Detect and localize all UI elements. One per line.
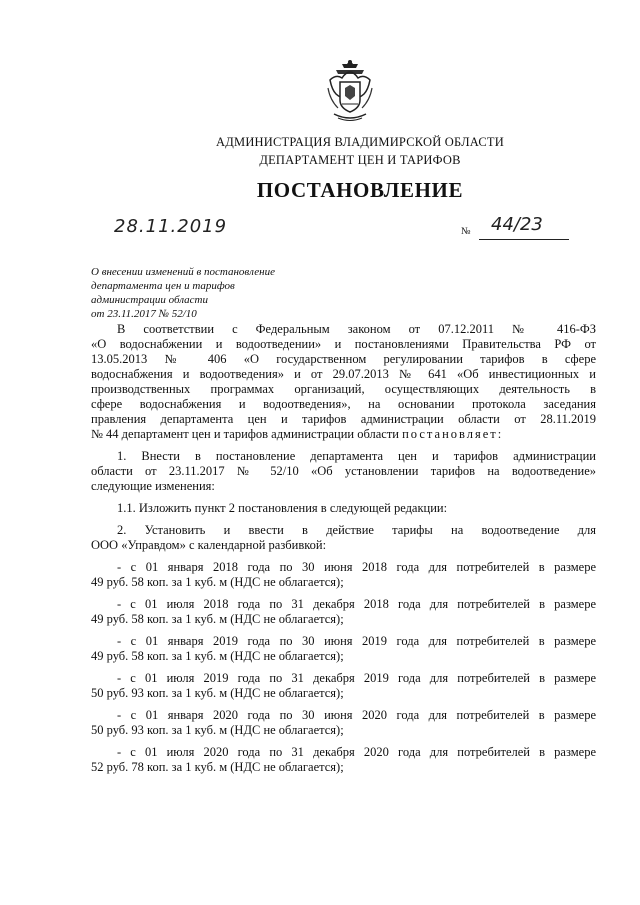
text-line: сфере водоснабжения и водоотведения», на основании протокола заседания xyxy=(91,397,596,411)
tariff-value: 49 руб. 58 коп. за 1 куб. м (НДС не облагается); xyxy=(91,612,344,626)
document-subject xyxy=(91,265,351,321)
number-value: 44/23 xyxy=(491,214,543,235)
department-name: ДЕПАРТАМЕНТ ЦЕН И ТАРИФОВ xyxy=(259,153,461,167)
item-2-paragraph xyxy=(91,523,596,553)
tariff-value: 49 руб. 58 коп. за 1 куб. м (НДС не облагается); xyxy=(91,649,344,663)
subject-line: департамента цен и тарифов xyxy=(91,280,235,292)
number-underline xyxy=(479,239,569,240)
subject-line: от 23.11.2017 № 52/10 xyxy=(91,308,197,320)
text-line: 1.1. Изложить пункт 2 постановления в следующей редакции: xyxy=(117,501,448,515)
text-line: 1. Внести в постановление департамента цен и тарифов администрации xyxy=(117,449,596,463)
tariff-item xyxy=(91,560,596,590)
preamble-last-line: № 44 департамент цен и тарифов администрации области xyxy=(91,427,399,441)
text-line xyxy=(91,427,596,442)
item-1-paragraph xyxy=(91,449,596,494)
document-body xyxy=(91,322,596,782)
tariff-period: - с 01 июля 2020 года по 31 декабря 2020 года для потребителей в размере xyxy=(117,745,596,759)
document-date: 28.11.2019 xyxy=(114,216,228,237)
tariff-value: 50 руб. 93 коп. за 1 куб. м (НДС не облагается); xyxy=(91,723,344,737)
tariff-item xyxy=(91,597,596,627)
document-type-title: ПОСТАНОВЛЕНИЕ xyxy=(256,178,464,202)
subject-line: О внесении изменений в постановление xyxy=(91,266,275,278)
tariff-item xyxy=(91,708,596,738)
preamble-paragraph xyxy=(91,322,596,442)
text-line: «О водоснабжении и водоотведении» и постановлениями Правительства РФ от xyxy=(91,337,596,351)
tariff-period: - с 01 июля 2019 года по 31 декабря 2019 года для потребителей в размере xyxy=(117,671,596,685)
item-1-1-paragraph xyxy=(91,501,596,516)
coat-of-arms-icon xyxy=(326,58,374,124)
tariff-period: - с 01 января 2020 года по 30 июня 2020 года для потребителей в размере xyxy=(117,708,596,722)
text-line: водоснабжения и водоотведения» и от 29.07.2013 № 641 «Об инвестиционных и xyxy=(91,367,596,381)
organization-name: АДМИНИСТРАЦИЯ ВЛАДИМИРСКОЙ ОБЛАСТИ xyxy=(216,135,504,149)
number-label: № xyxy=(461,226,471,237)
tariff-item xyxy=(91,634,596,664)
tariff-value: 52 руб. 78 коп. за 1 куб. м (НДС не облагается); xyxy=(91,760,344,774)
tariff-period: - с 01 июля 2018 года по 31 декабря 2018 года для потребителей в размере xyxy=(117,597,596,611)
text-line: области от 23.11.2017 № 52/10 «Об установлении тарифов на водоотведение» xyxy=(91,464,596,478)
text-line: 13.05.2013 № 406 «О государственном регулировании тарифов в сфере xyxy=(91,352,596,366)
tariff-item xyxy=(91,745,596,775)
text-line: В соответствии с Федеральным законом от 07.12.2011 № 416-ФЗ xyxy=(117,322,596,336)
text-line: ООО «Управдом» с календарной разбивкой: xyxy=(91,538,327,552)
subject-line: администрации области xyxy=(91,294,208,306)
decree-word: постановляет: xyxy=(402,427,504,441)
tariff-period: - с 01 января 2019 года по 30 июня 2019 года для потребителей в размере xyxy=(117,634,596,648)
text-line: следующие изменения: xyxy=(91,479,215,493)
tariff-value: 50 руб. 93 коп. за 1 куб. м (НДС не облагается); xyxy=(91,686,344,700)
text-line: производственных программах организаций, осуществляющих деятельность в xyxy=(91,382,596,396)
text-line: 2. Установить и ввести в действие тарифы на водоотведение для xyxy=(117,523,596,537)
tariff-value: 49 руб. 58 коп. за 1 куб. м (НДС не облагается); xyxy=(91,575,344,589)
text-line: правления департамента цен и тарифов администрации области от 28.11.2019 xyxy=(91,412,596,426)
tariff-item xyxy=(91,671,596,701)
document-number xyxy=(461,214,571,240)
tariff-period: - с 01 января 2018 года по 30 июня 2018 года для потребителей в размере xyxy=(117,560,596,574)
